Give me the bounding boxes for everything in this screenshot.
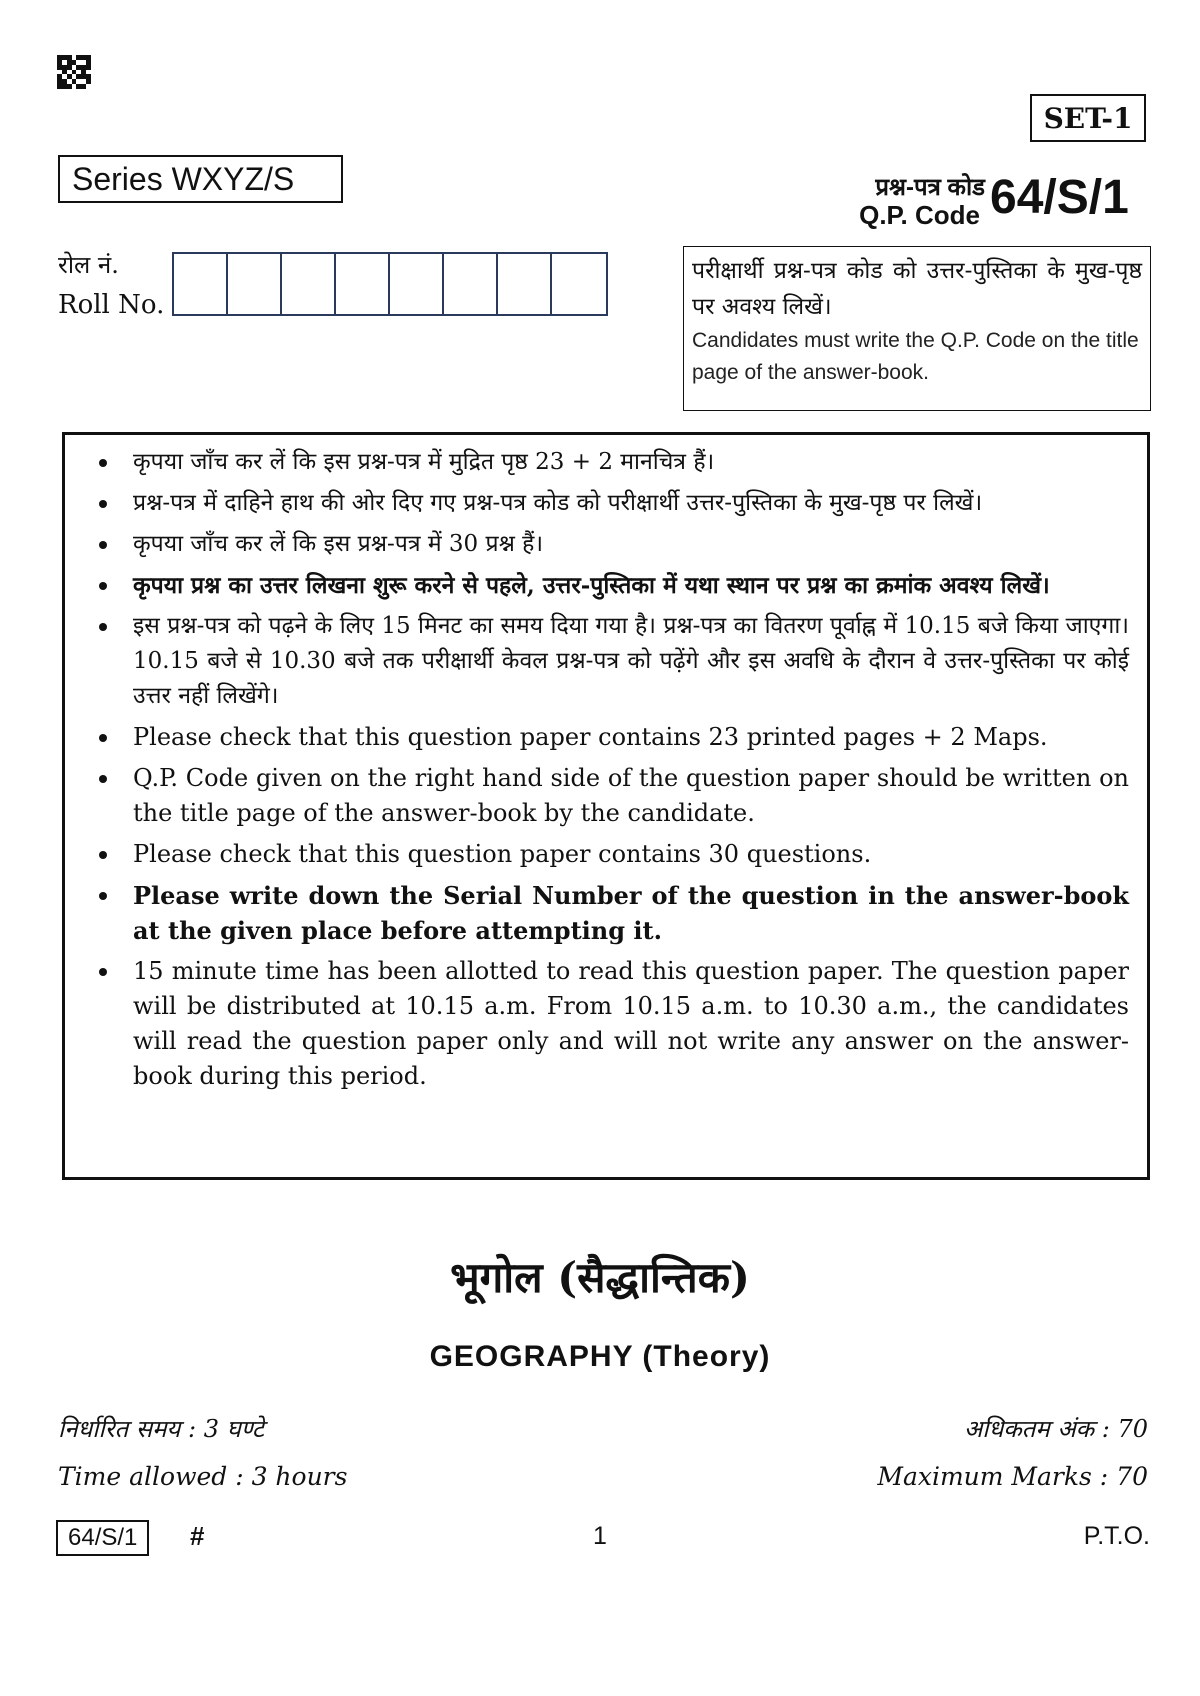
instruction-item	[83, 486, 1129, 521]
time-allowed-english: Time allowed : 3 hours	[58, 1462, 348, 1491]
bullet-icon	[99, 459, 107, 467]
roll-digit-box[interactable]	[228, 254, 282, 314]
subject-title-hindi: भूगोल (सैद्धान्तिक)	[450, 1253, 750, 1302]
instruction-text: कृपया प्रश्न का उत्तर लिखना शुरू करने से पहले, उत्तर-पुस्तिका में यथा स्थान पर प्रश्न का क्रमांक अवश्य लिखें।	[133, 572, 1050, 599]
qp-code-value: 64/S/1	[990, 171, 1129, 224]
footer-hash: #	[190, 1521, 205, 1551]
bullet-icon	[99, 734, 107, 742]
subject-title-english: GEOGRAPHY (Theory)	[429, 1340, 771, 1373]
footer-code: 64/S/1	[56, 1520, 149, 1556]
roll-label-english: Roll No.	[58, 290, 165, 320]
time-allowed-hindi: निर्धारित समय : 3 घण्टे	[58, 1415, 265, 1443]
instruction-text: 15 minute time has been allotted to read this question paper. The question paper will be distributed at 10.15 a.m. From 10.15 a.m. to 10.30 a.m., the candidates will read the question paper only and will not write any answer on the answer-book during this period.	[133, 957, 1129, 1090]
roll-digit-box[interactable]	[444, 254, 498, 314]
candidate-note-english: Candidates must write the Q.P. Code on the title page of the answer-book.	[692, 329, 1139, 384]
instruction-text: इस प्रश्न-पत्र को पढ़ने के लिए 15 मिनट का समय दिया गया है। प्रश्न-पत्र का वितरण पूर्वाह्न में 10.15 बजे किया जाएगा। 10.15 बजे से 10.30 बजे तक परीक्षार्थी केवल प्रश्न-पत्र को पढ़ेंगे और इस अवधि के दौरान वे उत्तर-पुस्तिका पर कोई उत्तर नहीं लिखेंगे।	[133, 613, 1129, 709]
instructions-list	[83, 445, 1129, 1094]
max-marks-english: Maximum Marks : 70	[877, 1462, 1148, 1491]
instruction-item	[83, 878, 1129, 948]
instructions-box	[62, 432, 1150, 1180]
roll-digit-box[interactable]	[552, 254, 606, 314]
qr-code-icon	[57, 55, 91, 89]
roll-digit-box[interactable]	[336, 254, 390, 314]
instruction-text: प्रश्न-पत्र में दाहिने हाथ की ओर दिए गए प्रश्न-पत्र कोड को परीक्षार्थी उत्तर-पुस्तिका के मुख-पृष्ठ पर लिखें।	[133, 490, 983, 516]
candidate-note-hindi: परीक्षार्थी प्रश्न-पत्र कोड को उत्तर-पुस्तिका के मुख-पृष्ठ पर अवश्य लिखें।	[692, 258, 1142, 320]
roll-number-boxes[interactable]	[172, 252, 608, 316]
instruction-item	[83, 720, 1129, 755]
qp-code-label-english: Q.P. Code	[859, 200, 980, 230]
instruction-item	[83, 568, 1129, 603]
bullet-icon	[99, 623, 107, 631]
qp-code-label-hindi: प्रश्न-पत्र कोड	[875, 174, 985, 201]
roll-digit-box[interactable]	[282, 254, 336, 314]
bullet-icon	[99, 775, 107, 783]
instruction-text: Please write down the Serial Number of the question in the answer-book at the given place before attempting it.	[133, 881, 1129, 945]
bullet-icon	[99, 968, 107, 976]
bullet-icon	[99, 500, 107, 508]
bullet-icon	[99, 582, 107, 590]
instruction-text: कृपया जाँच कर लें कि इस प्रश्न-पत्र में मुद्रित पृष्ठ 23 + 2 मानचित्र हैं।	[133, 449, 715, 475]
instruction-item	[83, 527, 1129, 562]
pto-label: P.T.O.	[1083, 1522, 1150, 1550]
roll-digit-box[interactable]	[390, 254, 444, 314]
instruction-text: Please check that this question paper contains 30 questions.	[133, 840, 872, 868]
bullet-icon	[99, 892, 107, 900]
instruction-text: Q.P. Code given on the right hand side of the question paper should be written on the title page of the answer-book by the candidate.	[133, 764, 1129, 827]
instruction-item	[83, 837, 1129, 872]
instruction-text: कृपया जाँच कर लें कि इस प्रश्न-पत्र में 30 प्रश्न हैं।	[133, 531, 544, 557]
roll-digit-box[interactable]	[174, 254, 228, 314]
max-marks-hindi: अधिकतम अंक : 70	[963, 1415, 1148, 1443]
instruction-text: Please check that this question paper contains 23 printed pages + 2 Maps.	[133, 723, 1048, 751]
roll-label-hindi: रोल नं.	[58, 251, 119, 279]
instruction-item	[83, 954, 1129, 1094]
instruction-item	[83, 761, 1129, 831]
series-label: Series WXYZ/S	[58, 155, 343, 203]
instruction-item	[83, 445, 1129, 480]
bullet-icon	[99, 851, 107, 859]
roll-digit-box[interactable]	[498, 254, 552, 314]
candidate-note-box	[683, 246, 1151, 411]
bullet-icon	[99, 541, 107, 549]
set-label: SET-1	[1030, 94, 1146, 142]
page-number: 1	[593, 1522, 607, 1550]
instruction-item	[83, 609, 1129, 714]
